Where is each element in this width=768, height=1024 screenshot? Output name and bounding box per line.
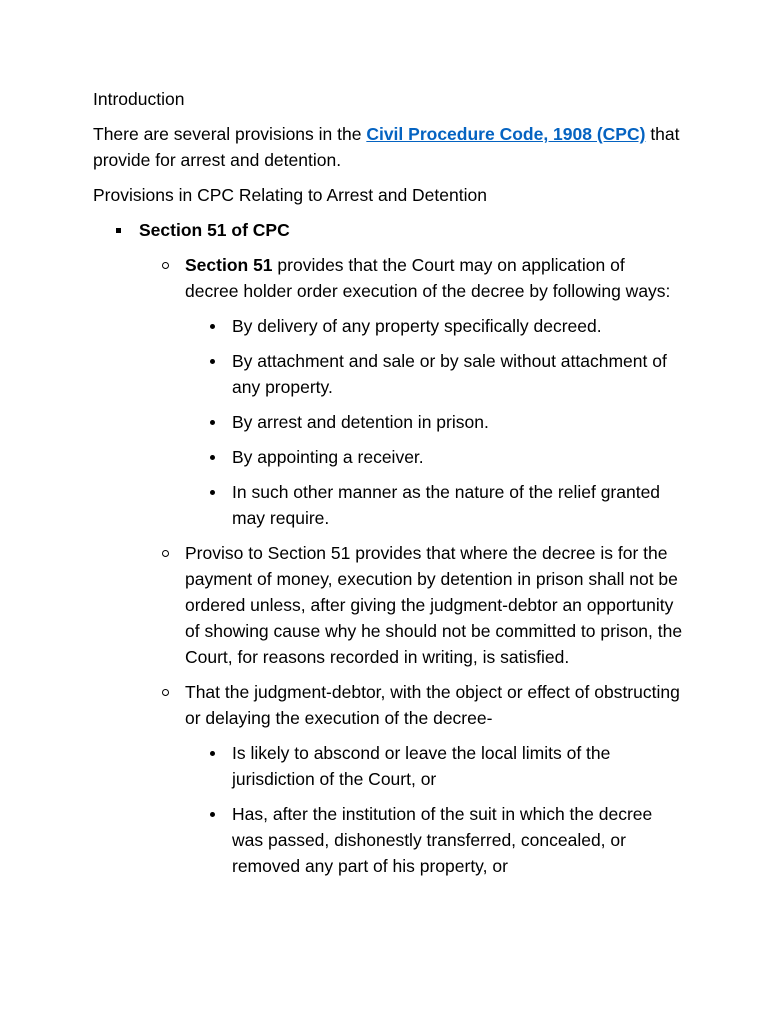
section-51-bold-label: Section 51 xyxy=(185,255,273,275)
condition-item xyxy=(93,740,683,792)
execution-way-text: By arrest and detention in prison. xyxy=(232,412,489,432)
judgment-debtor-item xyxy=(93,679,683,731)
intro-text-before-link: There are several provisions in the xyxy=(93,124,367,144)
dot-bullet-icon xyxy=(210,420,215,425)
intro-text-after-link: that provide for arrest and detention. xyxy=(93,124,680,170)
dot-bullet-icon xyxy=(210,751,215,756)
section-title: Section 51 of CPC xyxy=(139,220,290,240)
hollow-circle-bullet-icon xyxy=(162,550,169,557)
dot-bullet-icon xyxy=(210,490,215,495)
dot-bullet-icon xyxy=(210,359,215,364)
execution-way-item xyxy=(93,409,683,435)
section-51-description-item xyxy=(93,252,683,304)
condition-text: Has, after the institution of the suit in which the decree was passed, dishonestly transferred, concealed, or removed any part of his property, or xyxy=(232,804,653,876)
section-51-list-item xyxy=(93,217,683,243)
execution-way-item xyxy=(93,313,683,339)
proviso-item xyxy=(93,540,683,670)
execution-way-text: By delivery of any property specifically decreed. xyxy=(232,316,602,336)
execution-way-item xyxy=(93,479,683,531)
hollow-circle-bullet-icon xyxy=(162,262,169,269)
cpc-link[interactable]: Civil Procedure Code, 1908 (CPC) xyxy=(366,124,646,144)
square-bullet-icon xyxy=(116,228,121,233)
execution-way-text: By appointing a receiver. xyxy=(232,447,424,467)
execution-way-item xyxy=(93,444,683,470)
hollow-circle-bullet-icon xyxy=(162,689,169,696)
dot-bullet-icon xyxy=(210,324,215,329)
intro-heading: Introduction xyxy=(93,89,185,109)
intro-paragraph xyxy=(93,121,683,173)
dot-bullet-icon xyxy=(210,812,215,817)
execution-way-text: In such other manner as the nature of the relief granted may require. xyxy=(232,482,661,528)
execution-way-item xyxy=(93,348,683,400)
provisions-heading: Provisions in CPC Relating to Arrest and Detention xyxy=(93,185,487,205)
document-page xyxy=(93,86,683,888)
proviso-text: Proviso to Section 51 provides that where the decree is for the payment of money, execution by detention in prison shall not be ordered unless, after giving the judgment-debtor an opportunity of showing cause why he should not be committed to prison, the Court, for reasons recorded in writing, is satisfied. xyxy=(185,543,683,667)
condition-text: Is likely to abscond or leave the local limits of the jurisdiction of the Court, or xyxy=(232,743,611,789)
dot-bullet-icon xyxy=(210,455,215,460)
execution-way-text: By attachment and sale or by sale without attachment of any property. xyxy=(232,351,667,397)
condition-item xyxy=(93,801,683,879)
section-51-description: provides that the Court may on application of decree holder order execution of the decree by following ways: xyxy=(185,255,671,301)
judgment-debtor-text: That the judgment-debtor, with the object or effect of obstructing or delaying the execution of the decree- xyxy=(185,682,680,728)
